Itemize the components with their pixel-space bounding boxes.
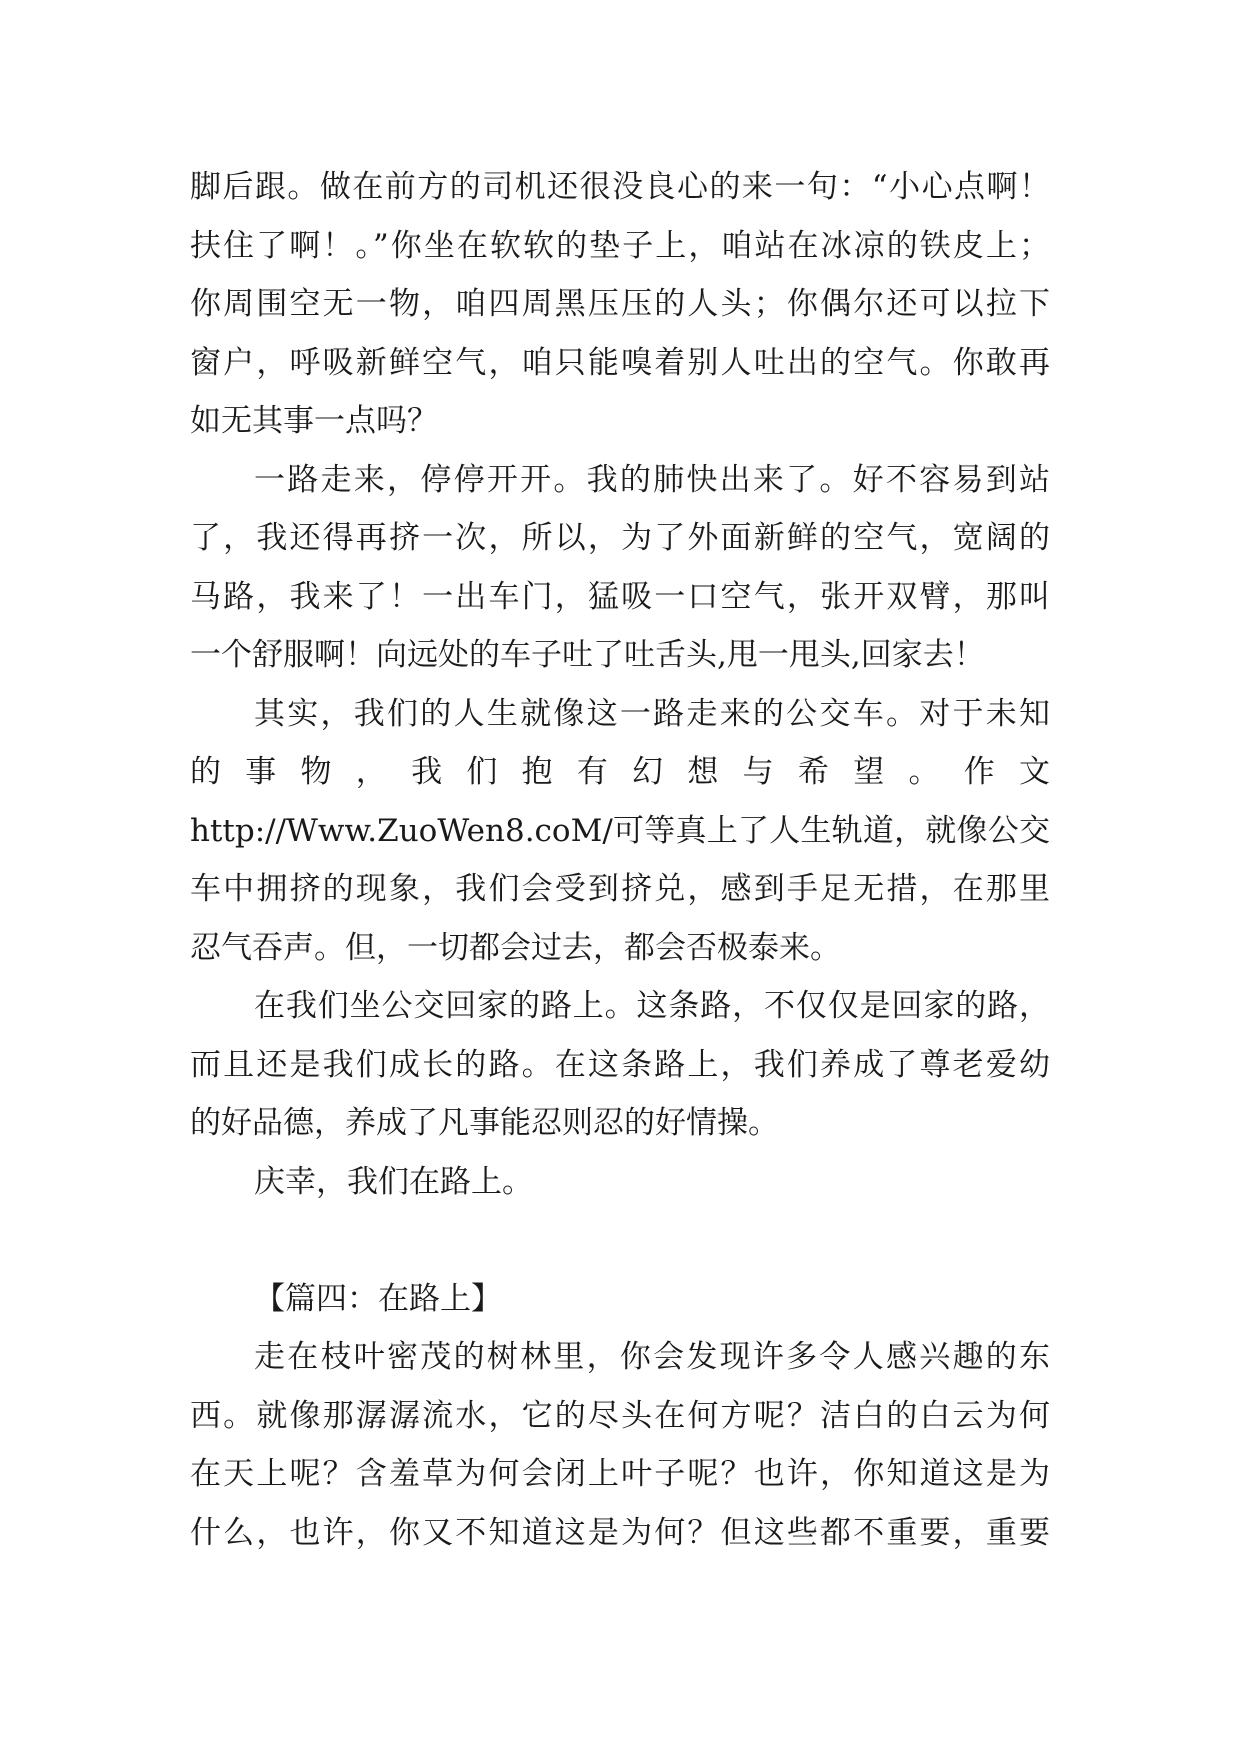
text-line: 扶住了啊！。”你坐在软软的垫子上，咱站在冰凉的铁皮上；	[190, 227, 1050, 264]
text-line: http://Www.ZuoWen8.coM/可等真上了人生轨道，就像公交	[190, 812, 1050, 849]
text-line: 一路走来，停停开开。我的肺快出来了。好不容易到站	[254, 461, 1050, 498]
text-line: 脚后跟。做在前方的司机还很没良心的来一句：“小心点啊！	[190, 169, 1050, 205]
text-line: 如无其事一点吗？	[190, 403, 438, 439]
paragraph-closing	[190, 1153, 1050, 1212]
text-line: 的好品德，养成了凡事能忍则忍的好情操。	[190, 1105, 779, 1141]
text-line: 而且还是我们成长的路。在这条路上，我们养成了尊老爱幼	[190, 1046, 1050, 1083]
text-line: 什么，也许，你又不知道这是为何？但这些都不重要，重要	[190, 1514, 1050, 1551]
text-line: 忍气吞声。但，一切都会过去，都会否极泰来。	[190, 929, 841, 966]
text-line: 了，我还得再挤一次，所以，为了外面新鲜的空气，宽阔的	[190, 520, 1050, 556]
text-line: 窗户，呼吸新鲜空气，咱只能嗅着别人吐出的空气。你敢再	[190, 344, 1050, 381]
blank-line	[190, 1211, 1050, 1270]
text-line: 在我们坐公交回家的路上。这条路，不仅仅是回家的路，	[254, 988, 1050, 1024]
text-line: 庆幸，我们在路上。	[254, 1163, 533, 1200]
text-line: 其实，我们的人生就像这一路走来的公交车。对于未知	[254, 695, 1050, 732]
paragraph-arrival	[190, 451, 1050, 685]
paragraph-forest	[190, 1328, 1050, 1562]
text-line: 你周围空无一物，咱四周黑压压的人头；你偶尔还可以拉下	[190, 286, 1050, 322]
paragraph-growth-road	[190, 977, 1050, 1153]
text-line: 马路，我来了！一出车门，猛吸一口空气，张开双臂，那叫	[190, 578, 1050, 615]
paragraph-life-metaphor	[190, 685, 1050, 978]
text-line: 一个舒服啊！向远处的车子吐了吐舌头,甩一甩头,回家去！	[190, 637, 985, 673]
section-heading: 【篇四：在路上】	[254, 1280, 502, 1317]
document-body	[190, 158, 1050, 1562]
text-line: 走在枝叶密茂的树林里，你会发现许多令人感兴趣的东	[254, 1339, 1050, 1375]
paragraph-bus-comparison	[190, 158, 1050, 451]
text-line: 车中拥挤的现象，我们会受到挤兑，感到手足无措，在那里	[190, 871, 1050, 907]
text-line: 西。就像那潺潺流水，它的尽头在何方呢？洁白的白云为何	[190, 1397, 1050, 1434]
text-line: 的 事 物 ， 我 们 抱 有 幻 想 与 希 望 。 作 文	[190, 754, 1050, 790]
text-line: 在天上呢？含羞草为何会闭上叶子呢？也许，你知道这是为	[190, 1456, 1050, 1492]
